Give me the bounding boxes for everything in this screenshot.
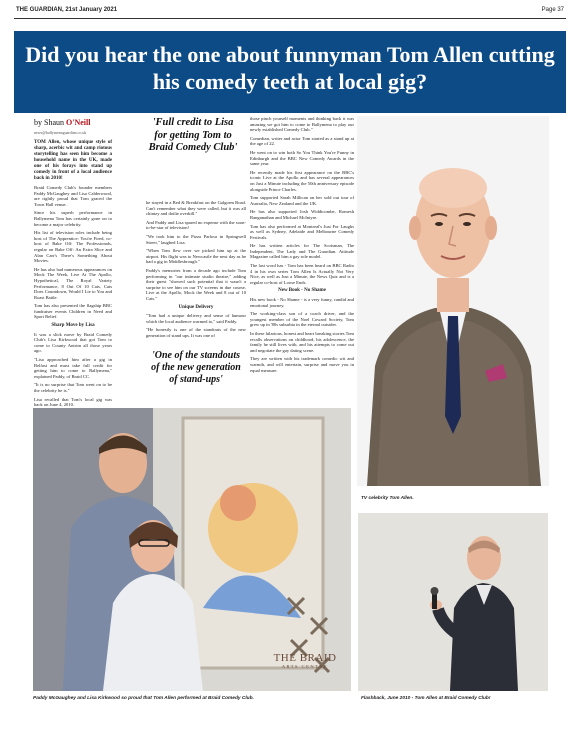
subheading: Sharp Move by Lisa	[51, 323, 95, 329]
group-photo-illustration	[33, 408, 351, 691]
paragraph: It was a slick move by Braid Comedy Club's Lisa Kirkwood that got Tom to come to County Antrim all those years ago.	[34, 331, 112, 354]
paragraph: "When Tom flew over we picked him up at the airport. His flight was to Newcastle the next day as he had a gig in Middlesbrough."	[146, 248, 246, 265]
subheading: New Book - No Shame	[278, 288, 326, 294]
subheading: Unique Delivery	[178, 304, 214, 310]
paragraph: Paddy's memories from a decade ago include Tom performing in "our intimate studio theatre," adding their guest "showed such potential that it wasn't a surprise to see him on our TV screens in due course, Live at the Apollo, Mock the Week and 8 out of 10 Cats."	[146, 267, 246, 301]
stage-photo	[358, 513, 548, 691]
byline-name: O'Neill	[66, 118, 91, 127]
paragraph: Since his superb performance in Ballymena Tom has certainly gone on to become a major celebrity.	[34, 210, 112, 227]
article-column-1	[34, 140, 112, 419]
braid-logo-name: THE BRAID	[273, 652, 337, 664]
paragraph: Tom supported Sarah Millican on her sold out tour of Australia, New Zealand and the UK.	[250, 195, 354, 206]
page-header-bar	[14, 4, 566, 19]
stage-photo-illustration	[358, 513, 548, 691]
paragraph: Braid Comedy Club's founder members Paddy McGaughey and Lisa Calderwood, are rightly proud that Tom graced the Town Hall venue.	[34, 185, 112, 207]
stage-caption: Flashback, June 2010 - Tom Allen at Braid Comedy Club!	[361, 696, 491, 701]
paragraph: Tom has also performed at Montreal's Just For Laughs as well as Sydney, Adelaide and Melbourne Comedy Festivals.	[250, 223, 354, 240]
paragraph: He recently made his first appearance on the BBC's iconic Live at the Apollo and has several appearances on Just a Minute including the 50th anniversary episode alongside Prince Charles.	[250, 169, 354, 192]
page-number: Page 37	[541, 7, 564, 13]
paragraph: "It is no surprise that Tom went on to be the celebrity he is."	[34, 382, 112, 393]
publication-date: THE GUARDIAN, 21st January 2021	[16, 7, 118, 13]
paragraph: The last word has - Tom has been heard on BBC Radio 4 in his own series Tom Allen Is Actually Not Very Nice, as well as Just a Minute, the News Quiz and is a regular co-host of Loose Ends.	[250, 263, 354, 285]
byline-by: by Shaun	[34, 118, 64, 127]
paragraph: Comedian, writer and actor Tom started as a stand up at the age of 22.	[250, 135, 354, 147]
article-column-2	[146, 200, 246, 341]
group-photo	[33, 408, 351, 691]
paragraph: "Lisa approached him after a gig in Belfast and must take full credit for getting him to come to Ballymena," explained Paddy, of Braid CC.	[34, 357, 112, 379]
paragraph: those pinch yourself moments and thinking back it was amazing we got him to come to Ballymena to play our newly established Comedy Club."	[250, 116, 354, 133]
portrait-photo	[357, 116, 549, 486]
paragraph: Lisa recalled that Tom's local gig was back on June 4, 2010.	[34, 396, 112, 408]
portrait-caption: TV celebrity Tom Allen.	[361, 496, 414, 501]
paragraph: "Tom had a unique delivery and sense of humour which the local audience warmed to," said Paddy.	[146, 313, 246, 324]
byline	[34, 118, 114, 136]
paragraph: His list of television roles include being host of The Apprentice: You're Fired, co-host of Bake Off: The Professionals, regular on Bake Off: An Extra Slice and Alan Carr's There's Something About Movies.	[34, 230, 112, 264]
paragraph: And Paddy and Lisa spared no expense with the soon-to-be-star of television!	[146, 219, 246, 231]
paragraph: "He honestly is one of the standouts of the new generation of stand ups. It was one of	[146, 327, 246, 338]
pull-quote-1: 'Full credit to Lisa for getting Tom to Braid Comedy Club'	[148, 117, 238, 153]
paragraph: The working-class son of a coach driver, and the youngest member of the Noel Coward Society, Tom grew up in '80s suburbia in the eternal outsider.	[250, 311, 354, 328]
paragraph: "We took him to the Pizza Parlour in Springwell Street," laughed Lisa.	[146, 233, 246, 245]
paragraph: Tom has also presented the flagship BBC fundraiser events Children in Need and Sport Relief.	[34, 303, 112, 320]
paragraph: In these hilarious, honest and heart breaking stories Tom recalls observations on childhood, his adolescence, the family he still lives with, and his attempts to come out and negotiate the gay dating scene.	[250, 331, 354, 353]
headline: Did you hear the one about funnyman Tom Allen cutting his comedy teeth at local gig?	[14, 31, 566, 113]
byline-email: news@ballymenaguardian.co.uk	[34, 130, 87, 135]
pull-quote-2: 'One of the standouts of the new generation of stand-ups'	[151, 350, 241, 385]
group-caption: Paddy McGaughey and Lisa Kirkwood so proud that Tom Allen performed at Braid Comedy Club.	[33, 696, 254, 701]
paragraph: He has also had numerous appearances on Mock The Week, Live At The Apollo, Hypothetical, The Royal Variety Performance, 8 Out Of 10 Cats, Cats Does Countdown, Would I Lie to You and Roast Battle.	[34, 266, 112, 300]
article-column-3	[250, 116, 354, 376]
portrait-illustration	[357, 116, 549, 486]
braid-logo	[261, 652, 349, 669]
paragraph: They are written with his trademark comedic wit and warmth, and will entertain, surprise and move you in equal measure.	[250, 356, 354, 373]
paragraph: He went on to win both So You Think You're Funny in Edinburgh and the BBC New Comedy Awards in the same year.	[250, 149, 354, 167]
lead-paragraph: TOM Allen, whose unique style of sharp, acerbic wit and camp riotous storytelling has seen him become a household name in the UK, made one of his forays into stand up comedy in front of a local audience back in 2010!	[34, 140, 112, 181]
paragraph: He has also supported Josh Widdicombe, Romesh Ranganathan and Michael McIntyre.	[250, 209, 354, 220]
paragraph: he stayed in a Bed & Breakfast on the Galgorm Road. Can't remember what they were called, but it was all chintzy and doilie overkill."	[146, 200, 246, 217]
paragraph: He has written articles for The Scotsman, The Independent, The Lady and The Guardian. Attitude Magazine called him a gay role model.	[250, 243, 354, 260]
braid-logo-sub: ARTS CENTRE	[281, 664, 329, 669]
paragraph: His new book - No Shame - is a very funny, candid and emotional journey.	[250, 297, 354, 308]
